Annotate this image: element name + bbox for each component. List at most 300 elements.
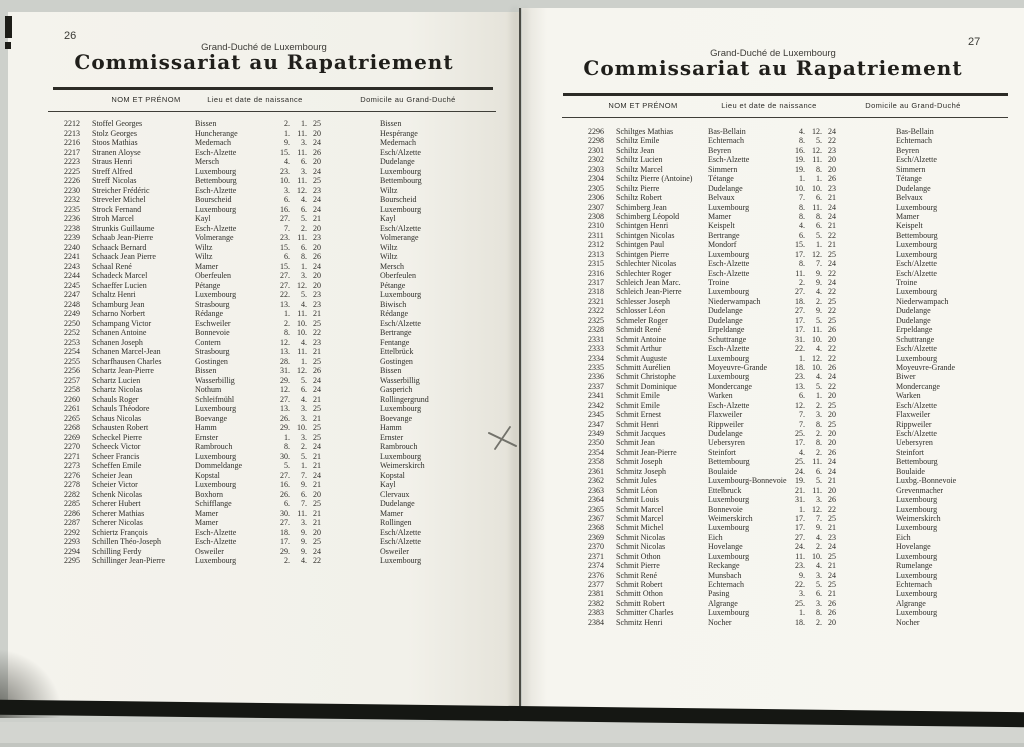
- birthplace: Dudelange: [708, 183, 743, 193]
- domicile: Dudelange: [896, 306, 931, 316]
- domicile: Kayl: [380, 214, 396, 223]
- row-number: 2301: [588, 145, 604, 155]
- person-name: Schimberg Léopold: [616, 211, 680, 221]
- row-number: 2333: [588, 344, 604, 354]
- birthplace: Erpeldange: [708, 325, 745, 335]
- row-number: 2341: [588, 391, 604, 401]
- domicile: Luxembourg: [896, 608, 938, 618]
- row-number: 2311: [588, 230, 604, 240]
- domicile: Boevange: [380, 413, 412, 423]
- row-number: 2269: [64, 432, 80, 442]
- birthdate: 30. 11. 21: [280, 508, 321, 518]
- row-number: 2236: [64, 214, 80, 223]
- person-name: Schmit Antoine: [616, 334, 666, 344]
- person-name: Schiltz Marcel: [616, 164, 663, 174]
- person-name: Scheier Victor: [92, 480, 138, 489]
- row-number: 2350: [588, 438, 604, 448]
- domicile: Rumelange: [896, 561, 933, 571]
- birthdate: 23. 11. 23: [280, 233, 321, 242]
- birthdate: 4. 6. 21: [799, 221, 836, 231]
- birthplace: Wiltz: [195, 252, 213, 261]
- birthplace: Eschweiler: [195, 318, 231, 328]
- row-number: 2261: [64, 404, 80, 413]
- birthplace: Rambrouch: [195, 442, 233, 451]
- row-number: 2268: [64, 423, 80, 432]
- birthplace: Wiltz: [195, 242, 213, 252]
- birthdate: 18. 9. 20: [280, 527, 321, 537]
- domicile: Luxembourg: [896, 249, 938, 259]
- domicile: Luxembourg: [380, 290, 422, 299]
- domicile: Mamer: [896, 211, 920, 221]
- person-name: Schmit Ernest: [616, 410, 662, 420]
- birthplace: Eich: [708, 532, 723, 542]
- birthdate: 17. 12. 25: [795, 249, 836, 259]
- birthdate: 8. 10. 22: [284, 328, 321, 337]
- domicile: Luxembourg: [380, 204, 422, 214]
- row-number: 2362: [588, 476, 604, 486]
- birthdate: 21. 11. 20: [795, 485, 836, 495]
- birthplace: Beyren: [708, 145, 732, 155]
- header-rule-thick: [53, 87, 493, 90]
- birthdate: 5. 1. 21: [284, 461, 321, 470]
- birthdate: 4. 6. 20: [284, 157, 321, 166]
- person-name: Strock Fernand: [92, 204, 142, 214]
- birthdate: 13. 4. 23: [280, 299, 321, 309]
- row-number: 2252: [64, 328, 80, 337]
- birthplace: Oberfeulen: [195, 271, 231, 280]
- row-number: 2212: [64, 119, 80, 128]
- person-name: Schmitter Charles: [616, 608, 674, 618]
- row-number: 2315: [588, 259, 604, 269]
- person-name: Schmitt Aurélien: [616, 362, 671, 372]
- domicile: Beyren: [896, 145, 920, 155]
- birthdate: 18. 10. 26: [795, 362, 836, 372]
- person-name: Schmit Nicolas: [616, 532, 666, 542]
- row-number: 2331: [588, 334, 604, 344]
- page-number: 26: [64, 30, 77, 42]
- person-name: Schmit Auguste: [616, 353, 667, 363]
- domicile: Esch/Alzette: [896, 400, 937, 410]
- birthdate: 17. 5. 25: [795, 315, 836, 325]
- birthplace: Moyeuvre-Grande: [708, 362, 768, 372]
- birthplace: Mamer: [195, 518, 219, 527]
- birthdate: 17. 9. 25: [280, 537, 321, 546]
- person-name: Schiltz Emile: [616, 136, 660, 146]
- birthplace: Luxembourg: [708, 495, 750, 505]
- birthplace: Luxembourg: [708, 202, 750, 212]
- row-number: 2294: [64, 546, 80, 556]
- person-name: Schaack Jean Pierre: [92, 252, 156, 261]
- row-number: 2377: [588, 580, 604, 589]
- person-name: Schmidt René: [616, 325, 662, 335]
- row-number: 2235: [64, 204, 80, 214]
- birthdate: 13. 5. 22: [795, 381, 836, 391]
- domicile: Luxembourg: [896, 202, 938, 212]
- person-name: Scheckel Pierre: [92, 432, 142, 442]
- birthdate: 8. 11. 24: [799, 202, 836, 212]
- birthplace: Bissen: [195, 366, 217, 375]
- birthdate: 16. 6. 24: [280, 204, 321, 214]
- row-number: 2347: [588, 419, 604, 429]
- birthdate: 7. 6. 21: [799, 193, 836, 203]
- person-name: Schleich Jean Marc.: [616, 278, 681, 287]
- person-name: Schanen Marcel-Jean: [92, 347, 161, 356]
- birthdate: 12. 2. 25: [795, 400, 836, 410]
- person-name: Schintgen Henri: [616, 221, 669, 231]
- person-name: Schauls Roger: [92, 394, 139, 404]
- birthdate: 8. 7. 24: [799, 259, 836, 269]
- person-name: Schadeck Marcel: [92, 271, 148, 280]
- person-name: Scheer Francis: [92, 451, 140, 461]
- birthplace: Mondercange: [708, 381, 752, 391]
- domicile: Esch/Alzette: [896, 268, 937, 278]
- row-number: 2250: [64, 318, 80, 328]
- person-name: Stolz Georges: [92, 128, 137, 138]
- domicile: Ettelbrück: [380, 347, 414, 356]
- birthplace: Esch-Alzette: [195, 537, 237, 546]
- birthplace: Luxembourg: [708, 523, 750, 533]
- row-number: 2225: [64, 166, 80, 176]
- domicile: Volmerange: [380, 233, 419, 242]
- page-27: [522, 8, 1024, 712]
- row-number: 2306: [588, 193, 604, 203]
- birthplace: Algrange: [708, 598, 738, 608]
- person-name: Schmit Michel: [616, 523, 664, 533]
- person-name: Schaltz Henri: [92, 290, 136, 299]
- birthdate: 27. 12. 20: [280, 280, 321, 290]
- person-name: Schmit Dominique: [616, 381, 677, 391]
- person-name: Schmit Emile: [616, 391, 660, 401]
- birthdate: 18. 2. 25: [795, 296, 836, 306]
- birthplace: Bourscheid: [195, 195, 232, 204]
- row-number: 2358: [588, 457, 604, 467]
- person-name: Scheier Jean: [92, 470, 133, 480]
- domicile: Tétange: [896, 174, 922, 184]
- birthplace: Pasing: [708, 589, 730, 599]
- birthdate: 10. 11. 25: [280, 176, 321, 185]
- domicile: Niederwampach: [896, 296, 949, 306]
- birthdate: 25. 11. 24: [795, 457, 836, 467]
- person-name: Schaeffer Lucien: [92, 280, 147, 290]
- birthdate: 27. 9. 22: [795, 306, 836, 316]
- birthplace: Belvaux: [708, 193, 735, 203]
- birthdate: 17. 9. 21: [795, 523, 836, 533]
- column-header-birth: Lieu et date de naissance: [721, 101, 817, 110]
- domicile: Luxembourg: [896, 240, 938, 250]
- birthplace: Hamm: [195, 423, 217, 432]
- row-number: 2310: [588, 221, 604, 231]
- birthplace: Echternach: [708, 580, 744, 589]
- birthplace: Reckange: [708, 561, 740, 571]
- person-name: Schmitt Othon: [616, 589, 663, 599]
- row-number: 2254: [64, 347, 80, 356]
- person-name: Strunkis Guillaume: [92, 223, 155, 233]
- row-number: 2335: [588, 362, 604, 372]
- birthplace: Niederwampach: [708, 296, 761, 306]
- birthdate: 7. 3. 20: [799, 410, 836, 420]
- birthdate: 7. 8. 25: [799, 419, 836, 429]
- domicile: Keispelt: [896, 221, 923, 231]
- birthdate: 31. 3. 26: [795, 495, 836, 505]
- person-name: Schartz Nicolas: [92, 385, 143, 394]
- row-number: 2216: [64, 138, 80, 147]
- domicile: Luxembourg: [380, 166, 422, 176]
- birthplace: Rippweiler: [708, 419, 744, 429]
- row-number: 2253: [64, 337, 80, 347]
- birthdate: 17. 8. 20: [795, 438, 836, 448]
- person-name: Scharno Norbert: [92, 309, 146, 318]
- person-name: Schimberg Jean: [616, 202, 667, 212]
- document-title: Commissariat au Rapatriement: [74, 50, 454, 74]
- person-name: Schmit Jean: [616, 438, 655, 448]
- row-number: 2257: [64, 375, 80, 385]
- row-number: 2303: [588, 164, 604, 174]
- birthplace: Dudelange: [708, 429, 743, 438]
- birthdate: 2. 10. 25: [284, 318, 321, 328]
- birthdate: 22. 5. 23: [280, 290, 321, 299]
- birthplace: Troine: [708, 278, 730, 287]
- row-number: 2239: [64, 233, 80, 242]
- birthdate: 13. 3. 25: [280, 404, 321, 413]
- birthplace: Ettelbruck: [708, 485, 742, 495]
- domicile: Biwer: [896, 372, 916, 382]
- domicile: Rambrouch: [380, 442, 418, 451]
- domicile: Osweiler: [380, 546, 409, 556]
- row-number: 2248: [64, 299, 80, 309]
- birthdate: 15. 11. 26: [280, 147, 321, 157]
- domicile: Bourscheid: [380, 195, 417, 204]
- domicile: Boulaide: [896, 466, 925, 476]
- row-number: 2370: [588, 542, 604, 552]
- domicile: Echternach: [896, 136, 932, 146]
- birthdate: 19. 8. 20: [795, 164, 836, 174]
- birthplace: Luxembourg: [195, 204, 237, 214]
- person-name: Schanen Antoine: [92, 328, 147, 337]
- birthplace: Warken: [708, 391, 733, 401]
- person-name: Schiertz François: [92, 527, 148, 537]
- birthdate: 15. 1. 24: [280, 261, 321, 271]
- person-name: Schillinger Jean-Pierre: [92, 556, 166, 565]
- birthplace: Volmerange: [195, 233, 234, 242]
- person-name: Schmit René: [616, 570, 658, 580]
- row-number: 2285: [64, 499, 80, 508]
- birthdate: 8. 5. 22: [799, 136, 836, 146]
- row-number: 2292: [64, 527, 80, 537]
- birthdate: 6. 1. 20: [799, 391, 836, 401]
- birthplace: Schuttrange: [708, 334, 747, 344]
- row-number: 2217: [64, 147, 80, 157]
- birthplace: Dudelange: [708, 315, 743, 325]
- birthdate: 29. 5. 24: [280, 375, 321, 385]
- birthdate: 28. 1. 25: [280, 356, 321, 366]
- person-name: Straus Henri: [92, 157, 133, 166]
- birthdate: 25. 3. 26: [795, 598, 836, 608]
- row-number: 2384: [588, 617, 604, 627]
- domicile: Luxembourg: [896, 589, 938, 599]
- birthplace: Pétange: [195, 280, 221, 290]
- region-header: Grand-Duché de Luxembourg: [201, 42, 327, 53]
- row-number: 2232: [64, 195, 80, 204]
- row-number: 2354: [588, 447, 604, 457]
- birthdate: 29. 10. 25: [280, 423, 321, 432]
- row-number: 2313: [588, 249, 604, 259]
- domicile: Wiltz: [380, 185, 398, 195]
- birthdate: 9. 3. 24: [799, 570, 836, 580]
- birthdate: 3. 6. 21: [799, 589, 836, 599]
- domicile: Luxembourg: [380, 451, 422, 461]
- birthplace: Contern: [195, 337, 221, 347]
- person-name: Schmit Nicolas: [616, 542, 666, 552]
- person-name: Schilling Ferdy: [92, 546, 142, 556]
- domicile: Bettembourg: [896, 457, 938, 467]
- domicile: Belvaux: [896, 193, 923, 203]
- birthplace: Weimerskirch: [708, 513, 753, 523]
- domicile: Bas-Bellain: [896, 127, 934, 136]
- birthdate: 6. 7. 25: [284, 499, 321, 508]
- birthdate: 23. 4. 21: [795, 561, 836, 571]
- row-number: 2244: [64, 271, 80, 280]
- birthdate: 7. 2. 20: [284, 223, 321, 233]
- domicile: Esch/Alzette: [896, 155, 937, 165]
- domicile: Hespérange: [380, 128, 418, 138]
- domicile: Dudelange: [380, 499, 415, 508]
- person-name: Stranen Aloyse: [92, 147, 141, 157]
- person-name: Schmitz Henri: [616, 617, 663, 627]
- person-name: Schintgen Paul: [616, 240, 665, 250]
- row-number: 2238: [64, 223, 80, 233]
- row-number: 2241: [64, 252, 80, 261]
- domicile: Esch/Alzette: [380, 318, 421, 328]
- column-header-domicile: Domicile au Grand-Duché: [360, 95, 456, 104]
- birthdate: 2. 4. 22: [284, 556, 321, 565]
- domicile: Algrange: [896, 598, 926, 608]
- person-name: Scherer Hubert: [92, 499, 141, 508]
- person-name: Schaal René: [92, 261, 132, 271]
- row-number: 2247: [64, 290, 80, 299]
- domicile: Luxembourg: [896, 353, 938, 363]
- row-number: 2249: [64, 309, 80, 318]
- birthplace: Munsbach: [708, 570, 742, 580]
- row-number: 2260: [64, 394, 80, 404]
- person-name: Schmit Jules: [616, 476, 657, 486]
- domicile: Simmern: [896, 164, 926, 174]
- birthplace: Hovelange: [708, 542, 743, 552]
- person-name: Schaab Jean-Pierre: [92, 233, 154, 242]
- birthdate: 17. 11. 26: [795, 325, 836, 335]
- row-number: 2374: [588, 561, 604, 571]
- person-name: Schaus Nicolas: [92, 413, 142, 423]
- row-number: 2369: [588, 532, 604, 542]
- birthdate: 22. 4. 22: [795, 344, 836, 354]
- birthplace: Bonnevoie: [195, 328, 230, 337]
- row-number: 2371: [588, 551, 604, 561]
- birthdate: 1. 11. 21: [284, 309, 321, 318]
- person-name: Schartz Jean-Pierre: [92, 366, 154, 375]
- domicile: Flaxweiler: [896, 410, 931, 420]
- birthplace: Mamer: [195, 508, 219, 518]
- row-number: 2337: [588, 381, 604, 391]
- scan-edge-mark: [5, 16, 12, 38]
- birthplace: Boevange: [195, 413, 227, 423]
- birthplace: Luxembourg: [708, 249, 750, 259]
- row-number: 2271: [64, 451, 80, 461]
- row-number: 2223: [64, 157, 80, 166]
- row-number: 2282: [64, 489, 80, 499]
- person-name: Schmit Jean-Pierre: [616, 447, 677, 457]
- domicile: Luxembourg: [896, 523, 938, 533]
- domicile: Schuttrange: [896, 334, 935, 344]
- birthdate: 19. 11. 20: [795, 155, 836, 165]
- row-number: 2361: [588, 466, 604, 476]
- region-header: Grand-Duché de Luxembourg: [710, 48, 836, 59]
- birthplace: Luxembourg: [708, 353, 750, 363]
- birthplace: Luxembourg-Bonnevoie: [708, 476, 787, 486]
- row-number: 2322: [588, 306, 604, 316]
- domicile: Weimerskirch: [896, 513, 941, 523]
- person-name: Schanen Joseph: [92, 337, 143, 347]
- scan-bottom-edge: [0, 743, 1024, 747]
- birthplace: Keispelt: [708, 221, 735, 231]
- birthplace: Medernach: [195, 138, 231, 147]
- birthplace: Rédange: [195, 309, 223, 318]
- row-number: 2334: [588, 353, 604, 363]
- birthdate: 11. 10. 25: [795, 551, 836, 561]
- row-number: 2270: [64, 442, 80, 451]
- birthdate: 1. 8. 26: [799, 608, 836, 618]
- row-number: 2305: [588, 183, 604, 193]
- domicile: Luxembourg: [896, 570, 938, 580]
- domicile: Wiltz: [380, 242, 398, 252]
- birthplace: Kopstal: [195, 470, 220, 480]
- person-name: Schmit Emile: [616, 400, 660, 410]
- birthdate: 27. 3. 21: [280, 518, 321, 527]
- person-name: Schleich Jean-Pierre: [616, 287, 682, 297]
- birthdate: 26. 3. 21: [280, 413, 321, 423]
- domicile: Oberfeulen: [380, 271, 416, 280]
- birthplace: Wasserbillig: [195, 375, 235, 385]
- domicile: Mondercange: [896, 381, 940, 391]
- row-number: 2230: [64, 185, 80, 195]
- birthplace: Esch-Alzette: [195, 223, 237, 233]
- birthplace: Esch-Alzette: [708, 259, 750, 269]
- birthplace: Luxembourg: [195, 404, 237, 413]
- birthplace: Strasbourg: [195, 299, 230, 309]
- birthplace: Bas-Bellain: [708, 127, 746, 136]
- row-number: 2312: [588, 240, 604, 250]
- birthdate: 13. 11. 21: [280, 347, 321, 356]
- person-name: Schmit Jacques: [616, 429, 666, 438]
- domicile: Grevenmacher: [896, 485, 944, 495]
- row-number: 2276: [64, 470, 80, 480]
- person-name: Schampang Victor: [92, 318, 152, 328]
- row-number: 2317: [588, 278, 604, 287]
- domicile: Hovelange: [896, 542, 931, 552]
- person-name: Schiltz Lucien: [616, 155, 663, 165]
- header-rule-thick: [563, 93, 1008, 96]
- birthplace: Luxembourg: [195, 451, 237, 461]
- birthdate: 23. 3. 24: [280, 166, 321, 176]
- domicile: Luxembourg: [896, 551, 938, 561]
- person-name: Schintgen Pierre: [616, 249, 670, 259]
- birthplace: Tétange: [708, 174, 734, 184]
- birthdate: 8. 2. 24: [284, 442, 321, 451]
- domicile: Bettembourg: [896, 230, 938, 240]
- column-header-birth: Lieu et date de naissance: [207, 95, 303, 104]
- domicile: Esch/Alzette: [896, 429, 937, 438]
- domicile: Nocher: [896, 617, 920, 627]
- row-number: 2302: [588, 155, 604, 165]
- domicile: Fentange: [380, 337, 410, 347]
